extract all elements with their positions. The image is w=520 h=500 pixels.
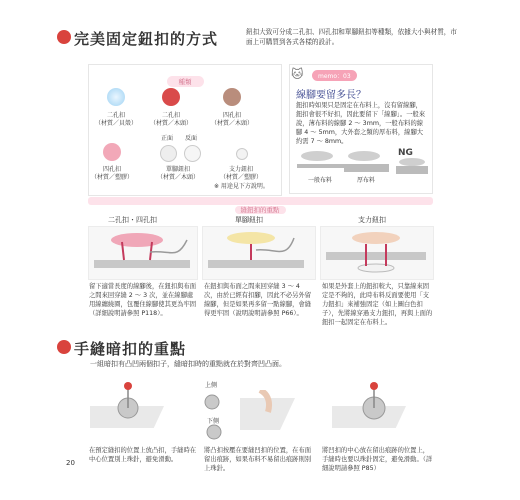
fabric-icon bbox=[344, 164, 389, 172]
page-number: 20 bbox=[66, 459, 75, 467]
memo-body: 鈕扣時如果只是固定在布料上，沒有留線腳，鈕扣會很不好扣，因此要留下「線腳」。一般來說，薄布料的線腳 2 ～ 3mm，一般布料的線腳 4 ～ 5mm，大外套之類的厚布料，線腳大約需 7 ～ 8mm。 bbox=[296, 102, 426, 145]
button-pink-plastic-icon bbox=[103, 143, 121, 161]
types-note: ※ 用途見下方說明。 bbox=[214, 183, 269, 190]
page-title: 完美固定鈕扣的方式 bbox=[74, 30, 219, 48]
memo-label-normal: 一般布料 bbox=[307, 177, 332, 184]
type-name: 單腳鈕扣 bbox=[165, 166, 190, 173]
col-title: 二孔扣・四孔扣 bbox=[108, 216, 157, 224]
button-icon bbox=[227, 232, 275, 244]
stitch-label: 縫鈕扣的重點 bbox=[235, 206, 286, 214]
ng-label: NG bbox=[398, 148, 413, 158]
pin-head-icon bbox=[370, 382, 378, 390]
section2-title: 手縫暗扣的重點 bbox=[74, 340, 187, 358]
fabric-icon bbox=[94, 260, 190, 268]
col-title: 支力鈕扣 bbox=[358, 216, 386, 224]
button-shell-icon bbox=[107, 88, 125, 106]
fabric-icon bbox=[297, 164, 347, 168]
memo-title: 線腳要留多長？ bbox=[296, 90, 366, 101]
type-name: 四孔扣 bbox=[102, 166, 121, 173]
button-red-wood-icon bbox=[162, 88, 180, 106]
type-material: （材質／貝殼） bbox=[94, 120, 137, 127]
button-shank-front-icon bbox=[160, 145, 177, 162]
type-material: （材質／塑膠） bbox=[90, 174, 133, 181]
support-button-illustration bbox=[324, 230, 428, 275]
apple-icon bbox=[57, 30, 71, 44]
fabric-icon bbox=[396, 166, 428, 174]
snap-top-icon bbox=[205, 395, 219, 409]
button-icon bbox=[352, 232, 400, 244]
front-label: 正面 bbox=[160, 135, 173, 142]
snap-step1-illustration bbox=[90, 376, 180, 436]
type-material: （材質／塑膠） bbox=[219, 174, 262, 181]
section2-subtitle: 一組暗扣有凸凹兩個扣子，縫暗扣時的重點就在於對齊凹凸面。 bbox=[90, 360, 286, 368]
top-label: 上側 bbox=[204, 382, 217, 389]
type-name: 二孔扣 bbox=[106, 112, 125, 119]
snap-step2-illustration bbox=[200, 390, 310, 440]
button-support-icon bbox=[236, 148, 248, 160]
type-material: （材質／木頭） bbox=[149, 120, 192, 127]
col-text: 留下適當長度的線腳後，在鈕扣與布面之間來回穿縫 2 ～ 3 次，並在線腳處用線纏繞圈，包覆住線腳使其更為牢固（詳細說明請參照 P118）。 bbox=[89, 283, 197, 317]
button-icon bbox=[348, 151, 380, 161]
stitch-label-wrap bbox=[0, 197, 520, 216]
support-button-icon bbox=[358, 264, 394, 272]
button-icon bbox=[111, 233, 163, 247]
memo-tag: memo：03 bbox=[312, 70, 357, 81]
bottom-label: 下側 bbox=[206, 418, 219, 425]
snap-text: 將凹扣的中心放在留出痕跡的位置上，手縫時也要以珠針固定，避免滑動。（詳細說明請參照 P85） bbox=[322, 447, 433, 472]
fabric-icon bbox=[208, 260, 304, 268]
types-label: 種類 bbox=[167, 76, 204, 87]
two-four-hole-illustration bbox=[92, 230, 192, 275]
snap-step3-illustration bbox=[332, 376, 422, 436]
button-icon bbox=[301, 151, 333, 161]
type-material: （材質／木頭） bbox=[210, 120, 253, 127]
button-brown-wood-icon bbox=[223, 88, 241, 106]
button-shank-back-icon bbox=[184, 145, 201, 162]
type-name: 四孔扣 bbox=[222, 112, 241, 119]
intro-text: 鈕扣大致可分成二孔扣、四孔扣和單腳鈕扣等種類，依據大小與材質，市面上可購買到各式各樣的設計。 bbox=[246, 28, 457, 46]
memo-label-thick: 厚布料 bbox=[356, 177, 375, 184]
cat-icon: 🐱 bbox=[291, 67, 304, 81]
back-label: 反面 bbox=[184, 135, 197, 142]
col-text: 在鈕扣與布面之間來回穿縫 3 ～ 4 次，由於已經有扣腳，因此不必另外留線腳，但是如果再多留一點線腳，會縫得更牢固（說明說明請參照 P66）。 bbox=[204, 283, 312, 317]
type-material: （材質／木頭） bbox=[156, 174, 199, 181]
apple-icon bbox=[57, 340, 71, 354]
button-icon bbox=[399, 158, 425, 166]
snap-text: 在預定縫扣的位置上放凸扣，手縫時在中心位置別上珠針，避免滑動。 bbox=[89, 447, 197, 463]
shank-illustration bbox=[206, 230, 310, 275]
snap-text: 將凸扣按壓在要縫凹扣的位置，在布面留出痕跡，如果布料不易留出痕跡則別上珠針。 bbox=[204, 447, 312, 472]
pin-head-icon bbox=[124, 382, 132, 390]
col-title: 單腳鈕扣 bbox=[235, 216, 263, 224]
fabric-icon bbox=[326, 252, 426, 260]
type-name: 二孔扣 bbox=[161, 112, 180, 119]
type-name: 支力鈕扣 bbox=[228, 166, 253, 173]
snap-bottom-icon bbox=[207, 425, 221, 439]
col-text: 如果是外套上的鈕扣較大，只靠線來固定是不夠的，此時布料反面要使用「支力鈕扣」來補強固定（如上圖白色扣子），先將線穿過支力鈕扣，再與上面的鈕扣一起固定在布料上。 bbox=[322, 283, 433, 326]
